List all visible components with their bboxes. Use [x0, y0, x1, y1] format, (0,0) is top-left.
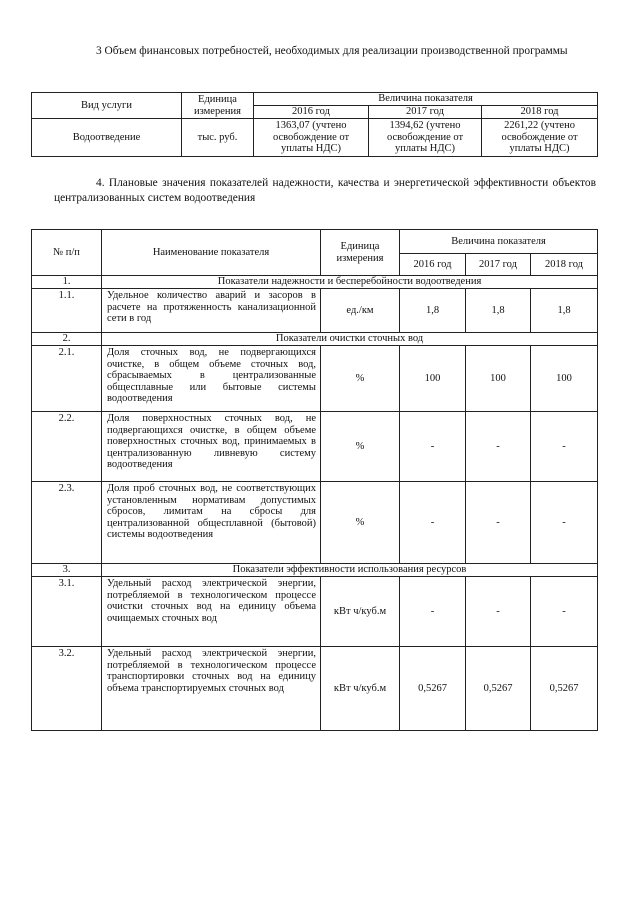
unit-cell: тыс. руб.: [182, 119, 254, 157]
value-cell-2017: 1394,62 (учтено освобождение от уплаты НДС): [369, 119, 482, 157]
section-heading-financial-needs: 3 Объем финансовых потребностей, необходимых для реализации производственной программы: [96, 45, 568, 57]
value-cell-2016: -: [400, 577, 466, 647]
unit-cell: кВт ч/куб.м: [321, 577, 400, 647]
unit-cell: %: [321, 482, 400, 564]
section-row: [32, 276, 598, 289]
header-num: № п/п: [32, 230, 102, 276]
table-row: [32, 647, 598, 731]
value-cell-2017: -: [466, 412, 531, 482]
unit-cell: %: [321, 412, 400, 482]
section-title: Показатели очистки сточных вод: [102, 333, 598, 346]
indicator-name: Доля сточных вод, не подвергающихся очистке, в общем объеме сточных вод, сбрасываемых в централизованные общесплавные или бытовые системы водоотведения: [102, 346, 321, 412]
header-year-2017: 2017 год: [466, 254, 531, 276]
header-year-2017: 2017 год: [369, 106, 482, 119]
header-year-2016: 2016 год: [254, 106, 369, 119]
row-number: 2.: [32, 333, 102, 346]
financial-needs-table: [31, 92, 598, 157]
value-cell-2016: -: [400, 482, 466, 564]
unit-cell: ед./км: [321, 289, 400, 333]
table-row: [32, 119, 598, 157]
row-number: 1.1.: [32, 289, 102, 333]
row-number: 1.: [32, 276, 102, 289]
indicator-name: Удельный расход электрической энергии, потребляемой в технологическом процессе транспортировки сточных вод на единицу объема транспортируемых сточных вод: [102, 647, 321, 731]
value-cell-2017: -: [466, 482, 531, 564]
value-cell-2016: 1363,07 (учтено освобождение от уплаты НДС): [254, 119, 369, 157]
value-cell-2017: 1,8: [466, 289, 531, 333]
header-unit: Единица измерения: [321, 230, 400, 276]
header-value: Величина показателя: [400, 230, 598, 254]
service-cell: Водоотведение: [32, 119, 182, 157]
row-number: 3.1.: [32, 577, 102, 647]
header-year-2016: 2016 год: [400, 254, 466, 276]
indicator-name: Удельный расход электрической энергии, потребляемой в технологическом процессе очистки сточных вод на единицу объема очищаемых сточных вод: [102, 577, 321, 647]
value-cell-2018: 2261,22 (учтено освобождение от уплаты НДС): [482, 119, 598, 157]
row-number: 3.2.: [32, 647, 102, 731]
indicator-name: Удельное количество аварий и засоров в расчете на протяженность канализационной сети в год: [102, 289, 321, 333]
header-year-2018: 2018 год: [482, 106, 598, 119]
row-number: 2.2.: [32, 412, 102, 482]
section-title: Показатели эффективности использования ресурсов: [102, 564, 598, 577]
value-cell-2016: 0,5267: [400, 647, 466, 731]
header-service: Вид услуги: [32, 93, 182, 119]
value-cell-2016: 1,8: [400, 289, 466, 333]
indicators-table: [31, 229, 598, 731]
indicator-name: Доля поверхностных сточных вод, не подвергающихся очистке, в общем объеме поверхностных сточных вод, принимаемых в централизованную ливневую систему водоотведения: [102, 412, 321, 482]
unit-cell: кВт ч/куб.м: [321, 647, 400, 731]
row-number: 2.1.: [32, 346, 102, 412]
value-cell-2017: 100: [466, 346, 531, 412]
table-row: [32, 412, 598, 482]
table-row: [32, 577, 598, 647]
table-row: [32, 346, 598, 412]
header-name: Наименование показателя: [102, 230, 321, 276]
value-cell-2018: -: [531, 577, 598, 647]
indicator-name: Доля проб сточных вод, не соответствующих установленным нормативам допустимых сбросов, лимитам на сбросы для централизованной общесплавной (бытовой) системы водоотведения: [102, 482, 321, 564]
value-cell-2018: 100: [531, 346, 598, 412]
row-number: 2.3.: [32, 482, 102, 564]
value-cell-2016: 100: [400, 346, 466, 412]
value-cell-2017: 0,5267: [466, 647, 531, 731]
value-cell-2016: -: [400, 412, 466, 482]
value-cell-2018: -: [531, 482, 598, 564]
value-cell-2017: -: [466, 577, 531, 647]
value-cell-2018: 1,8: [531, 289, 598, 333]
value-cell-2018: -: [531, 412, 598, 482]
section-heading-indicators: 4. Плановые значения показателей надежности, качества и энергетической эффективности объектов централизованных систем водоотведения: [54, 177, 596, 204]
section-row: [32, 333, 598, 346]
header-unit: Единица измерения: [182, 93, 254, 119]
unit-cell: %: [321, 346, 400, 412]
section-title: Показатели надежности и бесперебойности водоотведения: [102, 276, 598, 289]
table-row: [32, 482, 598, 564]
value-cell-2018: 0,5267: [531, 647, 598, 731]
row-number: 3.: [32, 564, 102, 577]
header-value: Величина показателя: [254, 93, 598, 106]
header-year-2018: 2018 год: [531, 254, 598, 276]
table-row: [32, 289, 598, 333]
section-row: [32, 564, 598, 577]
